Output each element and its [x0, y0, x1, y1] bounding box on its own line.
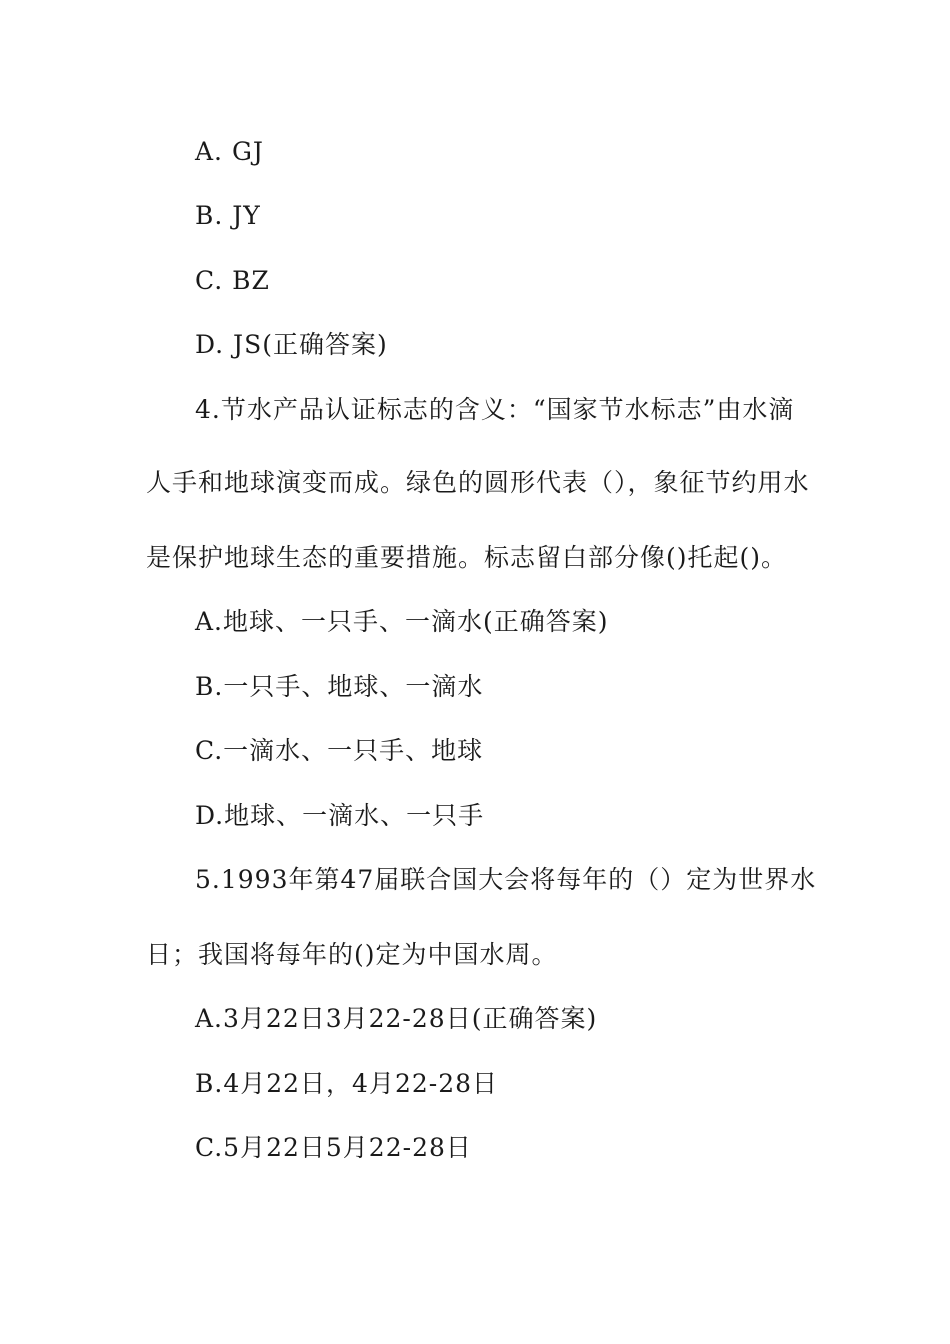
- q4-stem-line-3: 是保护地球生态的重要措施。标志留白部分像()托起()。: [146, 543, 788, 572]
- q4-stem-line-1: 4.节水产品认证标志的含义：“国家节水标志”由水滴: [195, 395, 795, 424]
- q3-option-a: A. GJ: [195, 137, 264, 166]
- q3-option-b: B. JY: [195, 201, 261, 230]
- q5-option-a: A.3月22日3月22-28日(正确答案): [195, 1004, 598, 1033]
- q4-stem-line-2: 人手和地球演变而成。绿色的圆形代表（），象征节约用水: [146, 468, 810, 497]
- q5-option-c: C.5月22日5月22-28日: [195, 1133, 472, 1162]
- q5-stem-line-1: 5.1993年第47届联合国大会将每年的（）定为世界水: [195, 865, 817, 894]
- q5-option-b: B.4月22日，4月22-28日: [195, 1069, 499, 1098]
- q3-option-c: C. BZ: [195, 266, 270, 295]
- q4-option-c: C.一滴水、一只手、地球: [195, 736, 484, 765]
- q4-option-a: A.地球、一只手、一滴水(正确答案): [195, 607, 609, 636]
- q4-option-b: B.一只手、地球、一滴水: [195, 672, 484, 701]
- q4-option-d: D.地球、一滴水、一只手: [195, 801, 485, 830]
- q3-option-d: D. JS(正确答案): [195, 330, 388, 359]
- q5-stem-line-2: 日；我国将每年的()定为中国水周。: [146, 940, 558, 969]
